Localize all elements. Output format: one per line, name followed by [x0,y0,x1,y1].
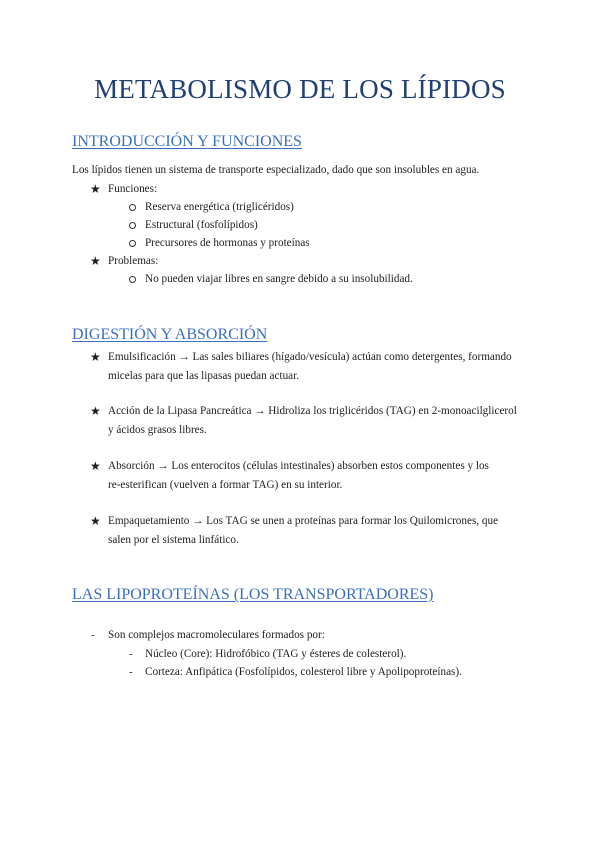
digestion-item-line: Absorción → Los enterocitos (células intestinales) absorben estos componentes y los [108,460,489,472]
heading-introduccion: INTRODUCCIÓN Y FUNCIONES [72,133,302,150]
star-bullet-icon: ★ [90,254,101,268]
circle-bullet-icon [129,222,136,229]
dash-bullet-icon: - [91,629,95,641]
star-bullet-icon: ★ [90,182,101,196]
lipoproteina-item: Son complejos macromoleculares formados por: [108,629,325,641]
problema-item: No pueden viajar libres en sangre debido a su insolubilidad. [145,273,413,285]
heading-digestion: DIGESTIÓN Y ABSORCIÓN [72,326,268,343]
star-bullet-icon: ★ [90,350,101,364]
lipoproteina-subitem: Núcleo (Core): Hidrofóbico (TAG y ésteres de colesterol). [145,648,407,660]
star-bullet-icon: ★ [90,404,101,418]
page-title: METABOLISMO DE LOS LÍPIDOS [94,74,506,104]
circle-bullet-icon [129,276,136,283]
circle-bullet-icon [129,204,136,211]
intro-paragraph: Los lípidos tienen un sistema de transporte especializado, dado que son insolubles en agua. [72,164,480,176]
digestion-item-line: Empaquetamiento → Los TAG se unen a proteínas para formar los Quilomicrones, que [108,515,499,527]
digestion-item-line: salen por el sistema linfático. [108,534,239,546]
dash-bullet-icon: - [129,648,133,660]
star-bullet-icon: ★ [90,459,101,473]
heading-lipoproteinas: LAS LIPOPROTEÍNAS (LOS TRANSPORTADORES) [72,586,434,603]
funciones-label: Funciones: [108,183,158,195]
dash-bullet-icon: - [129,666,133,678]
funcion-item: Reserva energética (triglicéridos) [145,201,294,213]
digestion-item-line: micelas para que las lipasas puedan actuar. [108,370,300,382]
lipoproteina-subitem: Corteza: Anfipática (Fosfolípidos, colesterol libre y Apolipoproteínas). [145,666,462,678]
star-bullet-icon: ★ [90,514,101,528]
digestion-item-line: y ácidos grasos libres. [108,424,207,436]
funcion-item: Precursores de hormonas y proteínas [145,237,310,249]
digestion-item-line: re-esterifican (vuelven a formar TAG) en su interior. [108,479,343,491]
problemas-label: Problemas: [108,255,159,267]
digestion-item-line: Acción de la Lipasa Pancreática → Hidroliza los triglicéridos (TAG) en 2-monoacilglicerol [108,405,517,417]
funcion-item: Estructural (fosfolípidos) [145,219,258,231]
digestion-item-line: Emulsificación → Las sales biliares (hígado/vesícula) actúan como detergentes, formando [108,351,512,363]
circle-bullet-icon [129,240,136,247]
